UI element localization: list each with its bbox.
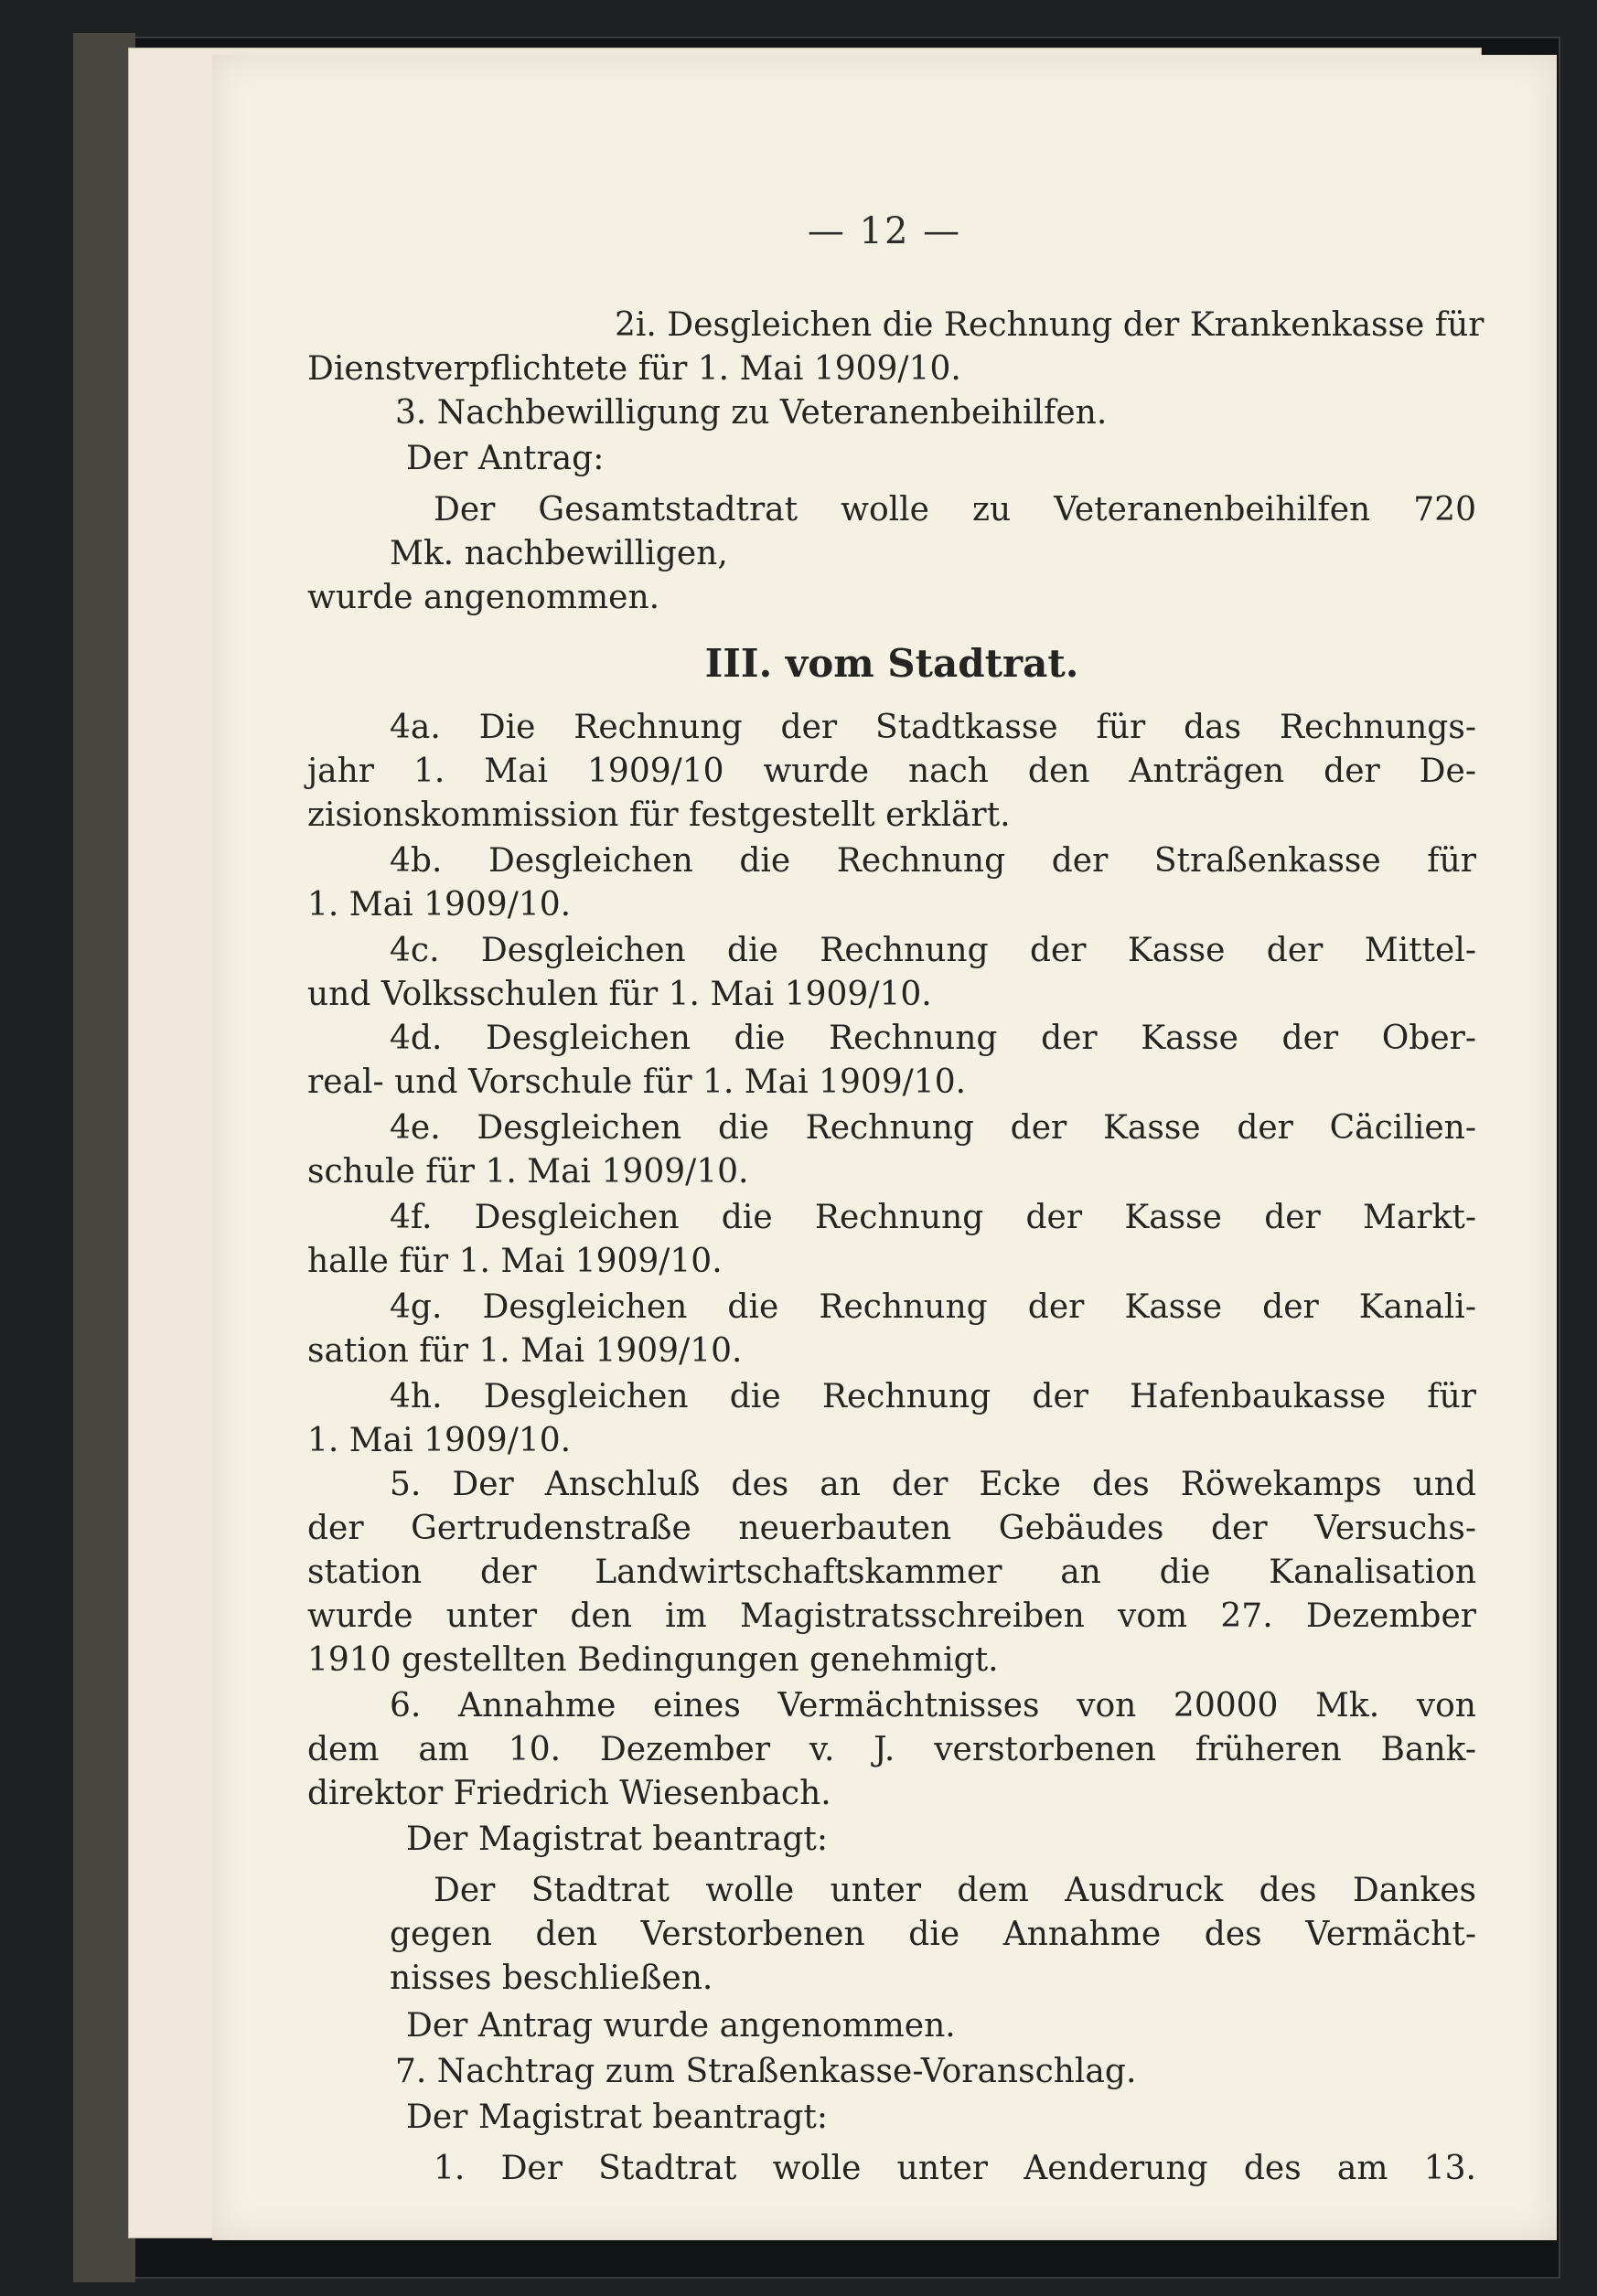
text-line: 4b. Desgleichen die Rechnung der Straßenkasse für [390,842,1476,880]
text-line: wurde angenommen. [307,579,660,616]
text-line: 6. Annahme eines Vermächtnisses von 20000 Mk. von [390,1687,1476,1725]
text-line: dem am 10. Dezember v. J. verstorbenen früheren Bank- [307,1731,1476,1768]
text-line: Der Antrag: [406,440,605,477]
text-line: der Gertrudenstraße neuerbauten Gebäudes der Versuchs- [307,1510,1476,1547]
text-line: zisionskommission für festgestellt erklärt. [307,796,1011,834]
text-line: Mk. nachbewilligen, [390,535,728,572]
text-line: 5. Der Anschluß des an der Ecke des Röwekamps und [390,1466,1476,1503]
text-line: 4h. Desgleichen die Rechnung der Hafenbaukasse für [390,1378,1476,1415]
text-line: Der Gesamtstadtrat wolle zu Veteranenbeihilfen 720 [434,491,1476,529]
text-line: Der Magistrat beantragt: [406,1821,829,1858]
section-heading: III. vom Stadtrat. [704,641,1079,686]
text-line: 4d. Desgleichen die Rechnung der Kasse der Ober- [390,1020,1476,1057]
text-line: und Volksschulen für 1. Mai 1909/10. [307,976,932,1013]
text-line: 1. Der Stadtrat wolle unter Aenderung des am 13. [434,2150,1476,2187]
book-spine-edge [73,33,135,2282]
text-line: 4c. Desgleichen die Rechnung der Kasse der Mittel- [390,932,1476,969]
text-line: wurde unter den im Magistratsschreiben vom 27. Dezember [307,1597,1476,1635]
text-line: 1910 gestellten Bedingungen genehmigt. [307,1641,999,1679]
text-line: nisses beschließen. [390,1960,713,1997]
text-line: gegen den Verstorbenen die Annahme des Vermächt- [390,1916,1476,1953]
text-line: jahr 1. Mai 1909/10 wurde nach den Anträgen der De- [307,753,1476,790]
text-line: 4g. Desgleichen die Rechnung der Kasse der Kanali- [390,1288,1476,1326]
text-line: real- und Vorschule für 1. Mai 1909/10. [307,1063,967,1101]
text-line: 2i. Desgleichen die Rechnung der Krankenkasse für [615,306,1484,344]
text-line: 3. Nachbewilligung zu Veteranenbeihilfen. [395,394,1108,432]
text-line: Der Antrag wurde angenommen. [406,2007,956,2045]
text-line: 1. Mai 1909/10. [307,1422,572,1459]
text-line: station der Landwirtschaftskammer an die Kanalisation [307,1554,1476,1591]
text-line: 4e. Desgleichen die Rechnung der Kasse der Cäcilien- [390,1109,1476,1147]
page-number: — 12 — [807,210,962,252]
text-line: schule für 1. Mai 1909/10. [307,1153,749,1191]
text-line: Der Magistrat beantragt: [406,2098,829,2136]
text-line: sation für 1. Mai 1909/10. [307,1332,743,1370]
text-line: 4a. Die Rechnung der Stadtkasse für das Rechnungs- [390,709,1476,746]
text-line: direktor Friedrich Wiesenbach. [307,1775,831,1812]
text-line: 7. Nachtrag zum Straßenkasse-Voranschlag. [395,2053,1137,2090]
text-line: Der Stadtrat wolle unter dem Ausdruck des Dankes [434,1872,1476,1909]
text-line: 4f. Desgleichen die Rechnung der Kasse der Markt- [390,1199,1476,1236]
text-line: Dienstverpflichtete für 1. Mai 1909/10. [307,350,961,388]
text-line: 1. Mai 1909/10. [307,886,572,924]
text-line: halle für 1. Mai 1909/10. [307,1243,723,1280]
